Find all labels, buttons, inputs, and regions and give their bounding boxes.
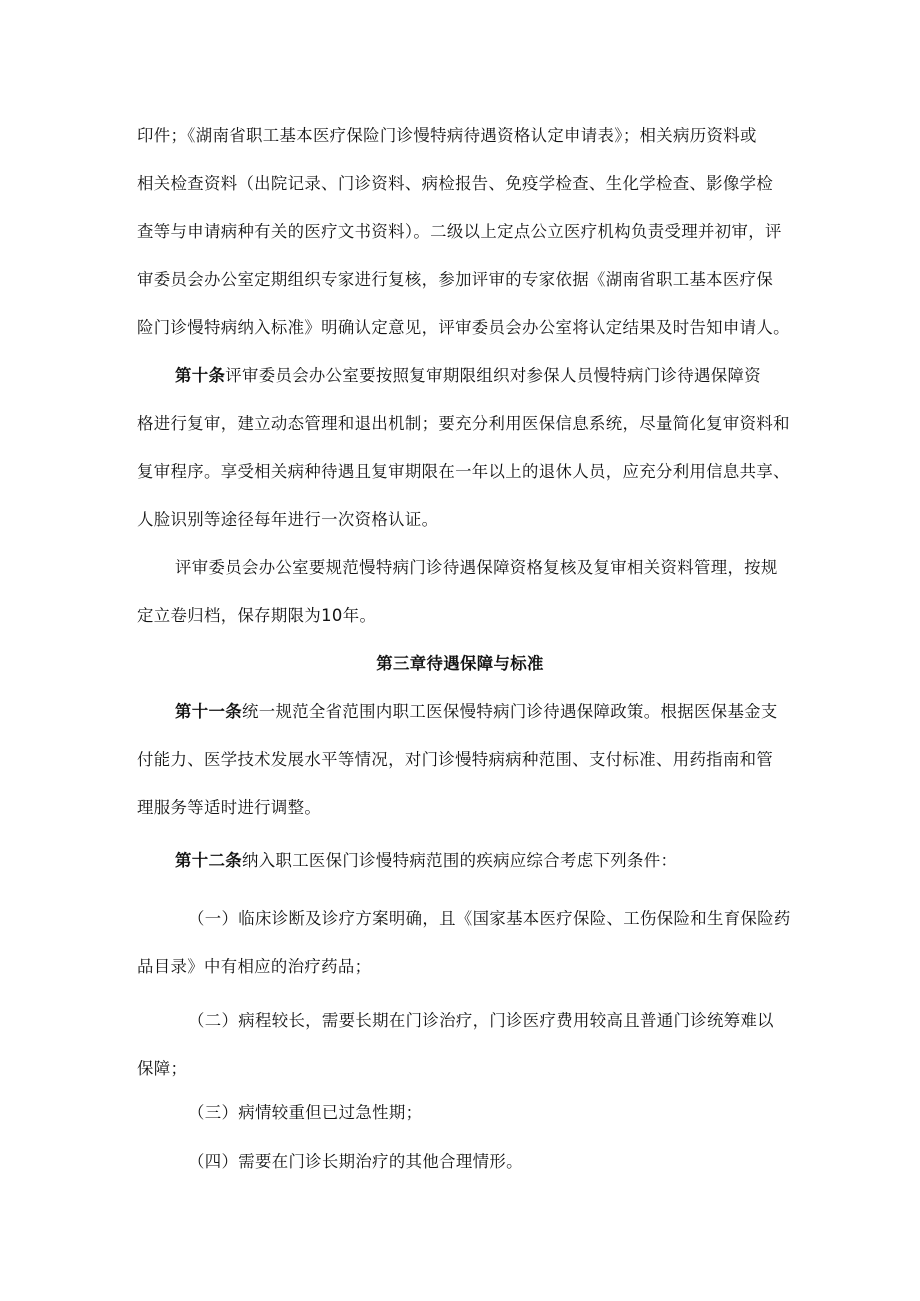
chapter-heading: 第三章待遇保障与标准 — [376, 654, 544, 673]
article-12-line: 第十二条纳入职工医保门诊慢特病范围的疾病应综合考虑下列条件： — [175, 851, 678, 870]
article-11-line: 第十一条统一规范全省范围内职工医保慢特病门诊待遇保障政策。根据医保基金支 — [175, 702, 778, 721]
archive-para-line: 评审委员会办公室要规范慢特病门诊待遇保障资格复核及复审相关资料管理，按规 — [175, 558, 778, 577]
article-10-label: 第十条 — [175, 366, 226, 385]
article-11-line: 理服务等适时进行调整。 — [137, 798, 322, 817]
archive-para-line: 定立卷归档，保存期限为10年。 — [137, 606, 377, 625]
article-11-line: 付能力、医学技术发展水平等情况，对门诊慢特病病种范围、支付标准、用药指南和管 — [137, 750, 774, 769]
article-10-line: 人脸识别等途径每年进行一次资格认证。 — [137, 510, 439, 529]
para-line: 审委员会办公室定期组织专家进行复核，参加评审的专家依据《湖南省职工基本医疗保 — [137, 270, 774, 289]
para-line: 险门诊慢特病纳入标准》明确认定意见，评审委员会办公室将认定结果及时告知申请人。 — [137, 318, 790, 337]
list-item-2-line: （二）病程较长，需要长期在门诊治疗，门诊医疗费用较高且普通门诊统筹难以 — [188, 1011, 774, 1030]
list-item-2-line: 保障； — [137, 1059, 188, 1078]
article-10-line: 第十条评审委员会办公室要按照复审期限组织对参保人员慢特病门诊待遇保障资 — [175, 366, 761, 385]
article-10-line: 复审程序。享受相关病种待遇且复审期限在一年以上的退休人员，应充分利用信息共享、 — [137, 462, 790, 481]
list-item-1-line: （一）临床诊断及诊疗方案明确，且《国家基本医疗保险、工伤保险和生育保险药 — [188, 909, 791, 928]
list-item-3: （三）病情较重但已过急性期； — [188, 1103, 423, 1122]
list-item-1-line: 品目录》中有相应的治疗药品； — [137, 957, 372, 976]
article-11-label: 第十一条 — [175, 702, 242, 721]
article-12-label: 第十二条 — [175, 851, 242, 870]
list-item-4: （四）需要在门诊长期治疗的其他合理情形。 — [188, 1152, 523, 1171]
article-10-line: 格进行复审，建立动态管理和退出机制；要充分利用医保信息系统，尽量简化复审资料和 — [137, 414, 790, 433]
para-line: 印件；《湖南省职工基本医疗保险门诊慢特病待遇资格认定申请表》；相关病历资料或 — [137, 126, 757, 145]
para-line: 相关检查资料（出院记录、门诊资料、病检报告、免疫学检查、生化学检查、影像学检 — [137, 174, 774, 193]
para-line: 查等与申请病种有关的医疗文书资料）。二级以上定点公立医疗机构负责受理并初审，评 — [137, 222, 782, 241]
